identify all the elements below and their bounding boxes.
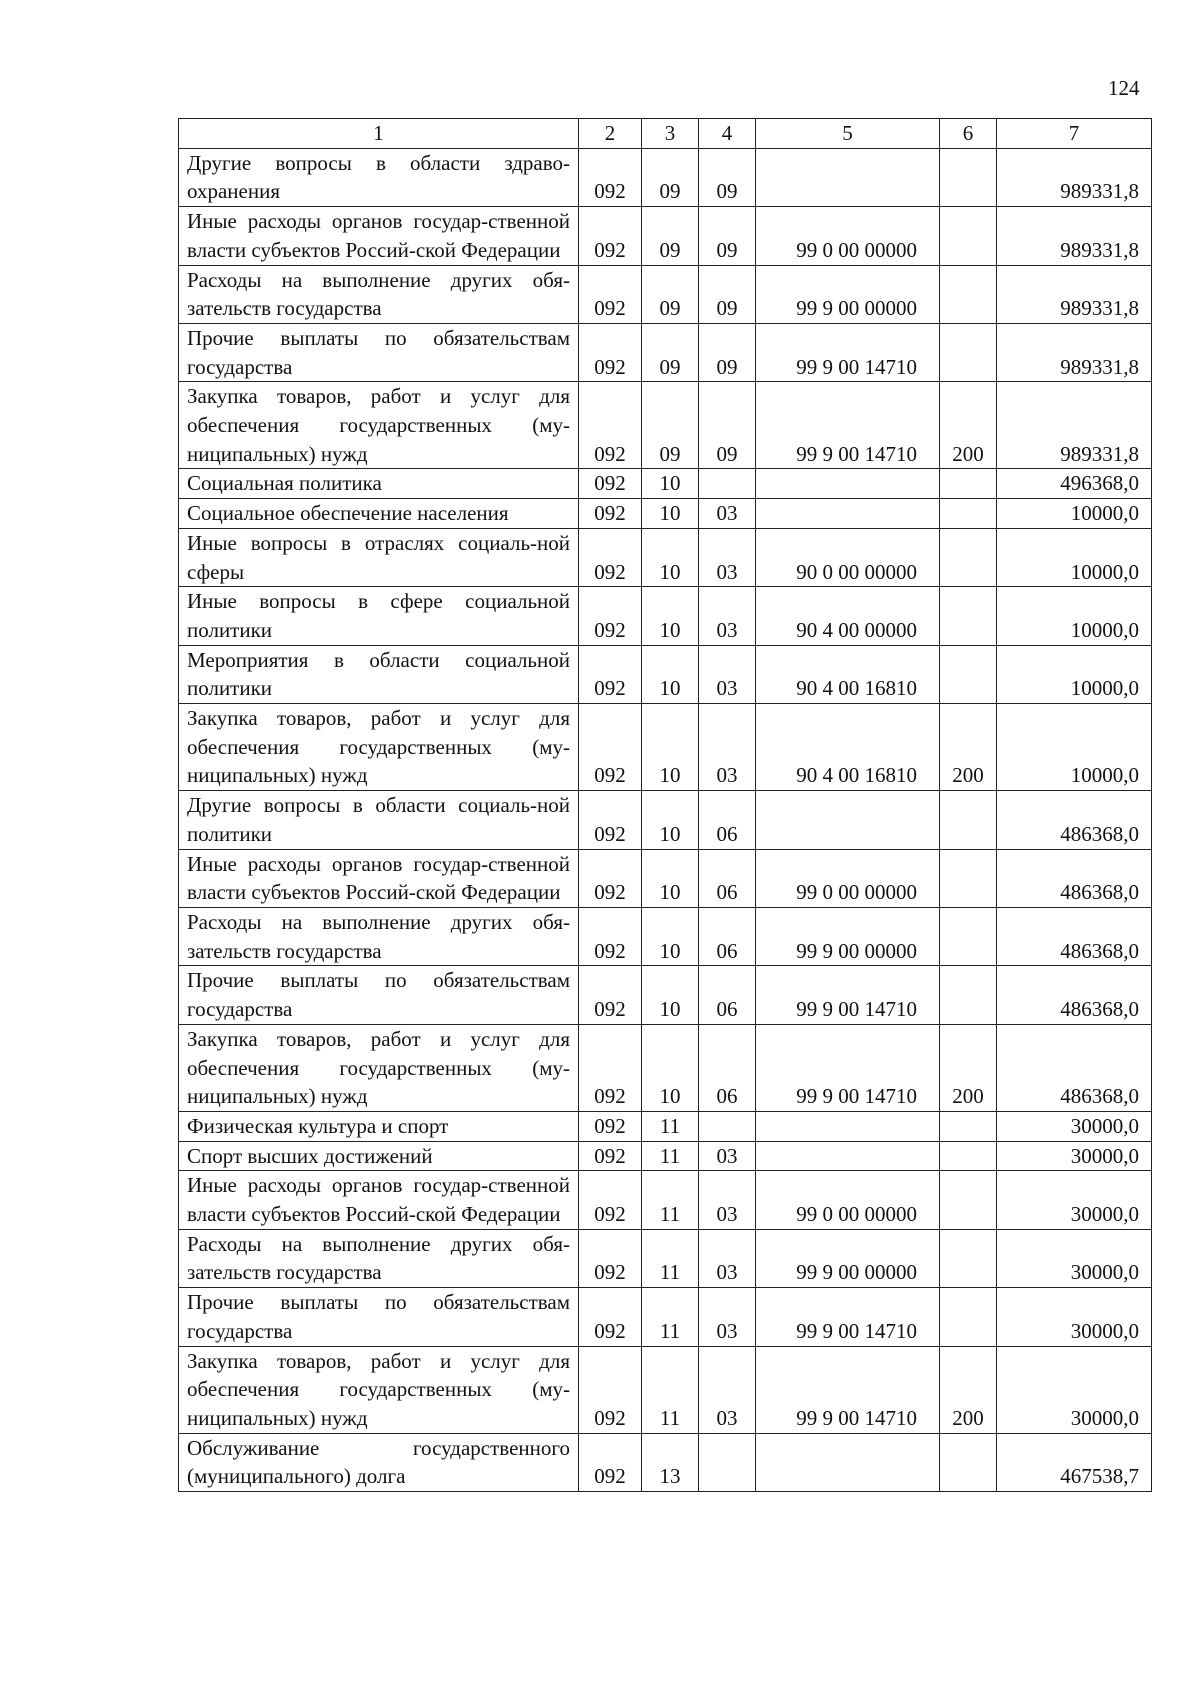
expense-type-cell [940,148,997,206]
expense-type-cell: 200 [940,704,997,791]
table-row [179,528,1152,586]
section-cell: 10 [642,469,699,499]
code-gv-cell: 092 [579,382,642,469]
code-gv-cell: 092 [579,528,642,586]
row-name-cell: Иные расходы органов государ-ственной власти субъектов Россий-ской Федерации [179,849,579,907]
header-cell: 3 [642,119,699,149]
row-name-cell: Другие вопросы в области здраво-охранения [179,148,579,206]
target-item-cell: 99 9 00 14710 [756,966,940,1024]
table-row [179,645,1152,703]
amount-cell: 30000,0 [997,1229,1152,1287]
expense-type-cell [940,966,997,1024]
subsection-cell: 09 [699,323,756,381]
target-item-cell [756,1141,940,1171]
subsection-cell: 06 [699,1024,756,1111]
subsection-cell: 06 [699,907,756,965]
code-gv-cell: 092 [579,587,642,645]
expense-type-cell [940,907,997,965]
row-name-cell: Мероприятия в области социальной политики [179,645,579,703]
code-gv-cell: 092 [579,148,642,206]
target-item-cell: 99 0 00 00000 [756,849,940,907]
expense-type-cell: 200 [940,1024,997,1111]
subsection-cell: 03 [699,1229,756,1287]
code-gv-cell: 092 [579,791,642,849]
amount-cell: 10000,0 [997,587,1152,645]
target-item-cell: 90 4 00 16810 [756,704,940,791]
table-row [179,1346,1152,1433]
target-item-cell: 99 9 00 00000 [756,1229,940,1287]
table-row [179,849,1152,907]
header-cell: 4 [699,119,756,149]
section-cell: 09 [642,148,699,206]
table-row [179,1024,1152,1111]
row-name-cell: Иные вопросы в сфере социальной политики [179,587,579,645]
amount-cell: 989331,8 [997,382,1152,469]
expense-type-cell [940,499,997,529]
subsection-cell [699,1111,756,1141]
code-gv-cell: 092 [579,1111,642,1141]
expense-type-cell [940,207,997,265]
row-name-cell: Прочие выплаты по обязательствам государства [179,966,579,1024]
header-row [179,119,1152,149]
table-row [179,587,1152,645]
table-row [179,1171,1152,1229]
expense-type-cell [940,1433,997,1491]
row-name-cell: Социальная политика [179,469,579,499]
table-row [179,499,1152,529]
header-cell: 1 [179,119,579,149]
table-body [179,148,1152,1491]
expense-type-cell [940,528,997,586]
code-gv-cell: 092 [579,966,642,1024]
section-cell: 10 [642,849,699,907]
expense-type-cell [940,1141,997,1171]
subsection-cell: 03 [699,499,756,529]
expense-type-cell [940,469,997,499]
target-item-cell [756,499,940,529]
code-gv-cell: 092 [579,704,642,791]
code-gv-cell: 092 [579,265,642,323]
row-name-cell: Прочие выплаты по обязательствам государства [179,1288,579,1346]
target-item-cell: 99 9 00 14710 [756,323,940,381]
target-item-cell: 99 9 00 00000 [756,265,940,323]
code-gv-cell: 092 [579,207,642,265]
amount-cell: 10000,0 [997,704,1152,791]
subsection-cell: 06 [699,849,756,907]
table-row [179,704,1152,791]
amount-cell: 486368,0 [997,849,1152,907]
code-gv-cell: 092 [579,1171,642,1229]
table-row [179,966,1152,1024]
row-name-cell: Расходы на выполнение других обя-зательств государства [179,1229,579,1287]
amount-cell: 486368,0 [997,907,1152,965]
subsection-cell: 03 [699,528,756,586]
code-gv-cell: 092 [579,499,642,529]
amount-cell: 10000,0 [997,528,1152,586]
expense-type-cell [940,791,997,849]
subsection-cell: 09 [699,148,756,206]
code-gv-cell: 092 [579,1288,642,1346]
section-cell: 09 [642,207,699,265]
section-cell: 10 [642,907,699,965]
target-item-cell: 90 4 00 00000 [756,587,940,645]
code-gv-cell: 092 [579,849,642,907]
row-name-cell: Иные расходы органов государ-ственной власти субъектов Россий-ской Федерации [179,207,579,265]
target-item-cell [756,791,940,849]
amount-cell: 989331,8 [997,148,1152,206]
amount-cell: 30000,0 [997,1111,1152,1141]
row-name-cell: Закупка товаров, работ и услуг для обеспечения государственных (му-ниципальных) нужд [179,382,579,469]
header-cell: 7 [997,119,1152,149]
section-cell: 09 [642,382,699,469]
expense-type-cell [940,849,997,907]
table-row [179,323,1152,381]
amount-cell: 486368,0 [997,1024,1152,1111]
expense-type-cell [940,645,997,703]
subsection-cell [699,1433,756,1491]
code-gv-cell: 092 [579,1141,642,1171]
section-cell: 10 [642,704,699,791]
header-cell: 2 [579,119,642,149]
code-gv-cell: 092 [579,1433,642,1491]
code-gv-cell: 092 [579,323,642,381]
row-name-cell: Закупка товаров, работ и услуг для обеспечения государственных (му-ниципальных) нужд [179,1346,579,1433]
table-row [179,1433,1152,1491]
target-item-cell: 99 9 00 14710 [756,1288,940,1346]
subsection-cell [699,469,756,499]
header-cell: 6 [940,119,997,149]
row-name-cell: Расходы на выполнение других обя-зательств государства [179,907,579,965]
amount-cell: 989331,8 [997,207,1152,265]
amount-cell: 30000,0 [997,1171,1152,1229]
section-cell: 11 [642,1111,699,1141]
section-cell: 10 [642,528,699,586]
section-cell: 13 [642,1433,699,1491]
amount-cell: 486368,0 [997,791,1152,849]
budget-table [178,118,1152,1492]
code-gv-cell: 092 [579,907,642,965]
section-cell: 11 [642,1229,699,1287]
expense-type-cell: 200 [940,1346,997,1433]
table-row [179,791,1152,849]
row-name-cell: Физическая культура и спорт [179,1111,579,1141]
subsection-cell: 03 [699,704,756,791]
row-name-cell: Иные вопросы в отраслях социаль-ной сферы [179,528,579,586]
amount-cell: 467538,7 [997,1433,1152,1491]
expense-type-cell [940,1111,997,1141]
code-gv-cell: 092 [579,469,642,499]
row-name-cell: Закупка товаров, работ и услуг для обеспечения государственных (му-ниципальных) нужд [179,704,579,791]
table-row [179,382,1152,469]
table-row [179,907,1152,965]
subsection-cell: 03 [699,1346,756,1433]
amount-cell: 486368,0 [997,966,1152,1024]
section-cell: 10 [642,1024,699,1111]
table-row [179,148,1152,206]
section-cell: 11 [642,1346,699,1433]
table-row [179,1229,1152,1287]
header-cell: 5 [756,119,940,149]
code-gv-cell: 092 [579,1024,642,1111]
subsection-cell: 03 [699,587,756,645]
expense-type-cell [940,1288,997,1346]
amount-cell: 496368,0 [997,469,1152,499]
section-cell: 10 [642,587,699,645]
target-item-cell [756,469,940,499]
row-name-cell: Обслуживание государственного (муниципального) долга [179,1433,579,1491]
amount-cell: 10000,0 [997,645,1152,703]
amount-cell: 30000,0 [997,1346,1152,1433]
subsection-cell: 09 [699,382,756,469]
amount-cell: 989331,8 [997,323,1152,381]
expense-type-cell [940,323,997,381]
target-item-cell [756,1433,940,1491]
row-name-cell: Прочие выплаты по обязательствам государства [179,323,579,381]
table-row [179,1288,1152,1346]
table-row [179,1141,1152,1171]
amount-cell: 30000,0 [997,1288,1152,1346]
expense-type-cell [940,265,997,323]
target-item-cell: 99 0 00 00000 [756,1171,940,1229]
amount-cell: 10000,0 [997,499,1152,529]
section-cell: 11 [642,1288,699,1346]
target-item-cell [756,148,940,206]
section-cell: 11 [642,1171,699,1229]
target-item-cell: 99 9 00 14710 [756,382,940,469]
table-row [179,265,1152,323]
subsection-cell: 03 [699,1171,756,1229]
section-cell: 11 [642,1141,699,1171]
section-cell: 09 [642,323,699,381]
section-cell: 10 [642,791,699,849]
subsection-cell: 06 [699,966,756,1024]
subsection-cell: 03 [699,1288,756,1346]
row-name-cell: Иные расходы органов государ-ственной власти субъектов Россий-ской Федерации [179,1171,579,1229]
page-number: 124 [1108,76,1140,100]
subsection-cell: 03 [699,645,756,703]
section-cell: 10 [642,645,699,703]
row-name-cell: Расходы на выполнение других обя-зательств государства [179,265,579,323]
subsection-cell: 09 [699,265,756,323]
target-item-cell [756,1111,940,1141]
section-cell: 10 [642,966,699,1024]
row-name-cell: Закупка товаров, работ и услуг для обеспечения государственных (му-ниципальных) нужд [179,1024,579,1111]
target-item-cell: 99 9 00 00000 [756,907,940,965]
section-cell: 09 [642,265,699,323]
row-name-cell: Другие вопросы в области социаль-ной политики [179,791,579,849]
target-item-cell: 99 9 00 14710 [756,1024,940,1111]
code-gv-cell: 092 [579,1346,642,1433]
row-name-cell: Социальное обеспечение населения [179,499,579,529]
expense-type-cell [940,1229,997,1287]
table-row [179,1111,1152,1141]
target-item-cell: 99 9 00 14710 [756,1346,940,1433]
subsection-cell: 06 [699,791,756,849]
amount-cell: 30000,0 [997,1141,1152,1171]
expense-type-cell: 200 [940,382,997,469]
target-item-cell: 90 0 00 00000 [756,528,940,586]
row-name-cell: Спорт высших достижений [179,1141,579,1171]
expense-type-cell [940,587,997,645]
table-row [179,469,1152,499]
code-gv-cell: 092 [579,1229,642,1287]
code-gv-cell: 092 [579,645,642,703]
table-row [179,207,1152,265]
subsection-cell: 03 [699,1141,756,1171]
subsection-cell: 09 [699,207,756,265]
section-cell: 10 [642,499,699,529]
expense-type-cell [940,1171,997,1229]
amount-cell: 989331,8 [997,265,1152,323]
target-item-cell: 90 4 00 16810 [756,645,940,703]
target-item-cell: 99 0 00 00000 [756,207,940,265]
